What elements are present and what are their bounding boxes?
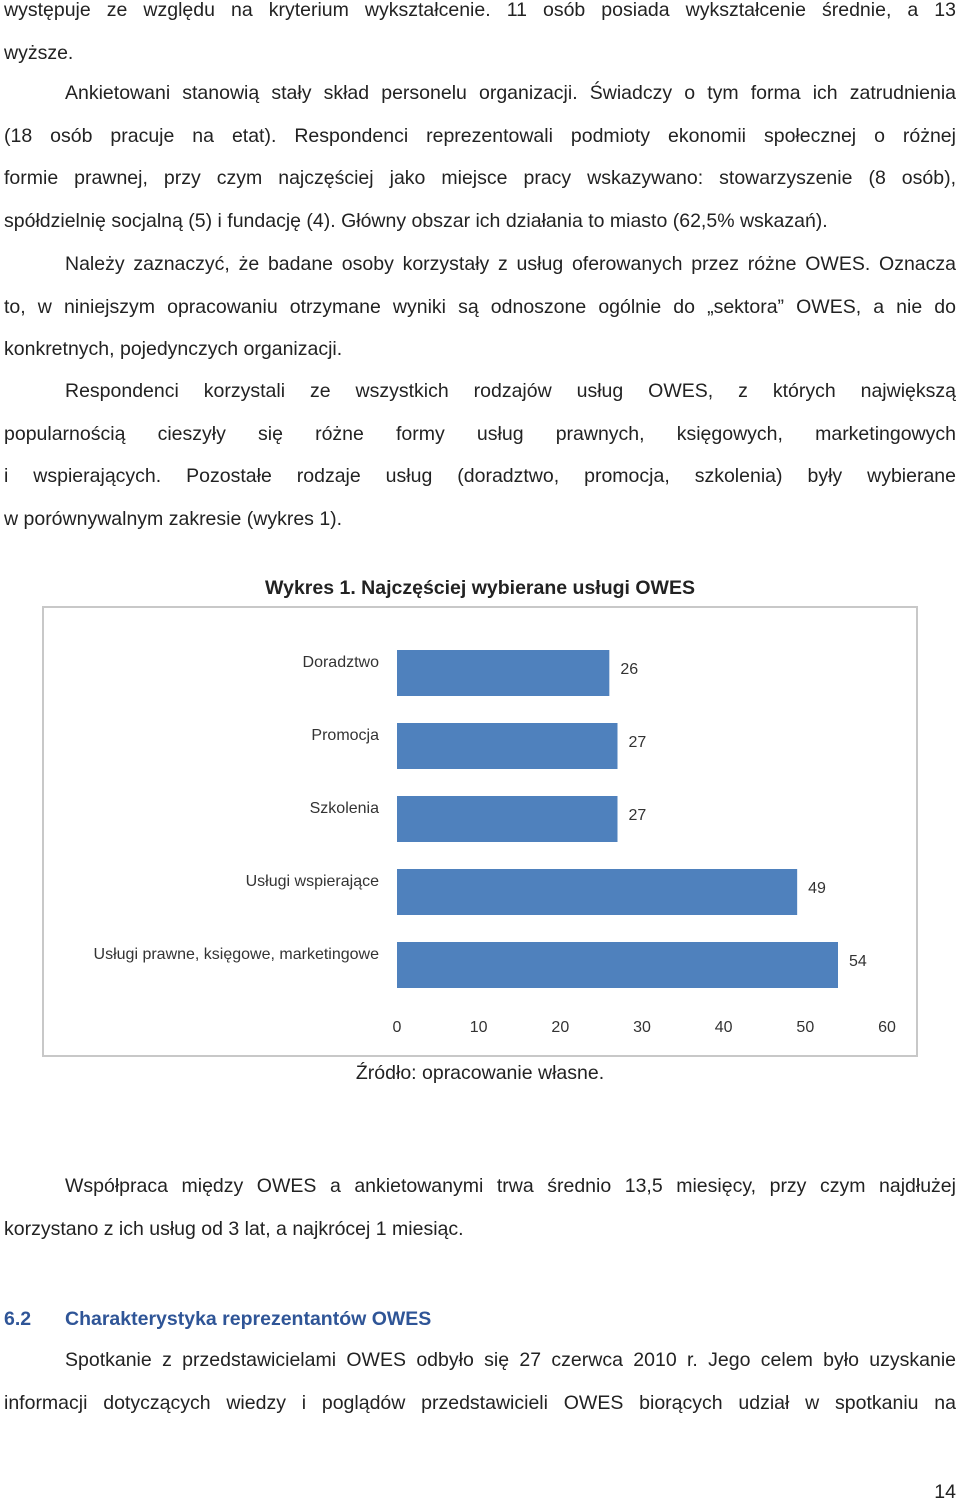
data-label: 49	[808, 880, 826, 897]
bar-chart	[42, 606, 918, 1057]
paragraph-owes-note	[4, 243, 956, 371]
page-number: 14	[934, 1481, 956, 1503]
paragraph-line: (18 osób pracuje na etat). Respondenci reprezentowali podmioty ekonomii społecznej o różnej	[4, 124, 956, 147]
category-label: Promocja	[311, 727, 379, 744]
x-tick-label: 10	[469, 1019, 488, 1036]
paragraph-line: informacji dotyczących wiedzy i poglądów przedstawicieli OWES biorących udział w spotkaniu na	[4, 1391, 956, 1414]
paragraph-line: konkretnych, pojedynczych organizacji.	[4, 338, 343, 360]
paragraph-line: Należy zaznaczyć, że badane osoby korzystały z usług oferowanych przez różne OWES. Oznacza	[65, 253, 956, 275]
paragraph-line: formie prawnej, przy czym najczęściej jako miejsce pracy wskazywano: stowarzyszenie (8 osób),	[4, 167, 956, 189]
paragraph-education	[4, 0, 956, 74]
bar	[397, 796, 618, 842]
x-tick-label: 50	[796, 1019, 815, 1036]
paragraph-personnel	[4, 72, 956, 242]
category-label: Usługi wspierające	[245, 873, 379, 890]
x-tick-label: 0	[392, 1019, 402, 1036]
data-label: 26	[620, 661, 639, 678]
chart-source: Źródło: opracowanie własne.	[355, 1062, 605, 1084]
paragraph-line: wyższe.	[4, 41, 74, 64]
paragraph-line: korzystano z ich usług od 3 lat, a najkrócej 1 miesiąc.	[4, 1217, 464, 1240]
paragraph-line: spółdzielnię socjalną (5) i fundację (4). Główny obszar ich działania to miasto (62,5% wskazań).	[4, 209, 828, 232]
bar	[397, 650, 609, 696]
section-number: 6.2	[4, 1308, 32, 1330]
paragraph-line: i wspierających. Pozostałe rodzaje usług (doradztwo, promocja, szkolenia) były wybierane	[4, 465, 956, 487]
paragraph-line: to, w niniejszym opracowaniu otrzymane wyniki są odnoszone ogólnie do „sektora” OWES, a nie do	[4, 295, 956, 318]
paragraph-line: popularnością cieszyły się różne formy usług prawnych, księgowych, marketingowych	[4, 422, 956, 445]
paragraph-line: w porównywalnym zakresie (wykres 1).	[4, 507, 343, 530]
section-heading	[4, 1304, 431, 1334]
data-label: 27	[628, 807, 647, 824]
bar	[397, 723, 618, 769]
x-tick-label: 30	[633, 1019, 651, 1036]
bar	[397, 869, 797, 915]
paragraph-line: Spotkanie z przedstawicielami OWES odbyło się 27 czerwca 2010 r. Jego celem było uzyskanie	[65, 1349, 956, 1371]
paragraph-services	[4, 370, 956, 540]
section-title: Charakterystyka reprezentantów OWES	[65, 1308, 432, 1330]
paragraph-cooperation	[4, 1165, 956, 1250]
paragraph-line: Współpraca między OWES a ankietowanymi trwa średnio 13,5 miesięcy, przy czym najdłużej	[65, 1175, 956, 1197]
category-label: Usługi prawne, księgowe, marketingowe	[93, 946, 379, 963]
category-label: Doradztwo	[302, 654, 379, 671]
x-tick-label: 40	[714, 1019, 733, 1036]
paragraph-line: Ankietowani stanowią stały skład personelu organizacji. Świadczy o tym forma ich zatrudnienia	[65, 82, 956, 104]
paragraph-meeting	[4, 1339, 956, 1424]
data-label: 54	[849, 953, 867, 970]
chart-canvas	[44, 608, 916, 1055]
paragraph-line: Respondenci korzystali ze wszystkich rodzajów usług OWES, z których największą	[65, 380, 956, 402]
chart-title: Wykres 1. Najczęściej wybierane usługi OWES	[265, 577, 695, 599]
data-label: 27	[628, 734, 647, 751]
bar	[397, 942, 838, 988]
category-label: Szkolenia	[309, 800, 379, 817]
x-tick-label: 60	[878, 1019, 896, 1036]
x-tick-label: 20	[551, 1019, 570, 1036]
paragraph-line: występuje ze względu na kryterium wykształcenie. 11 osób posiada wykształcenie średnie, a 13	[4, 0, 956, 21]
